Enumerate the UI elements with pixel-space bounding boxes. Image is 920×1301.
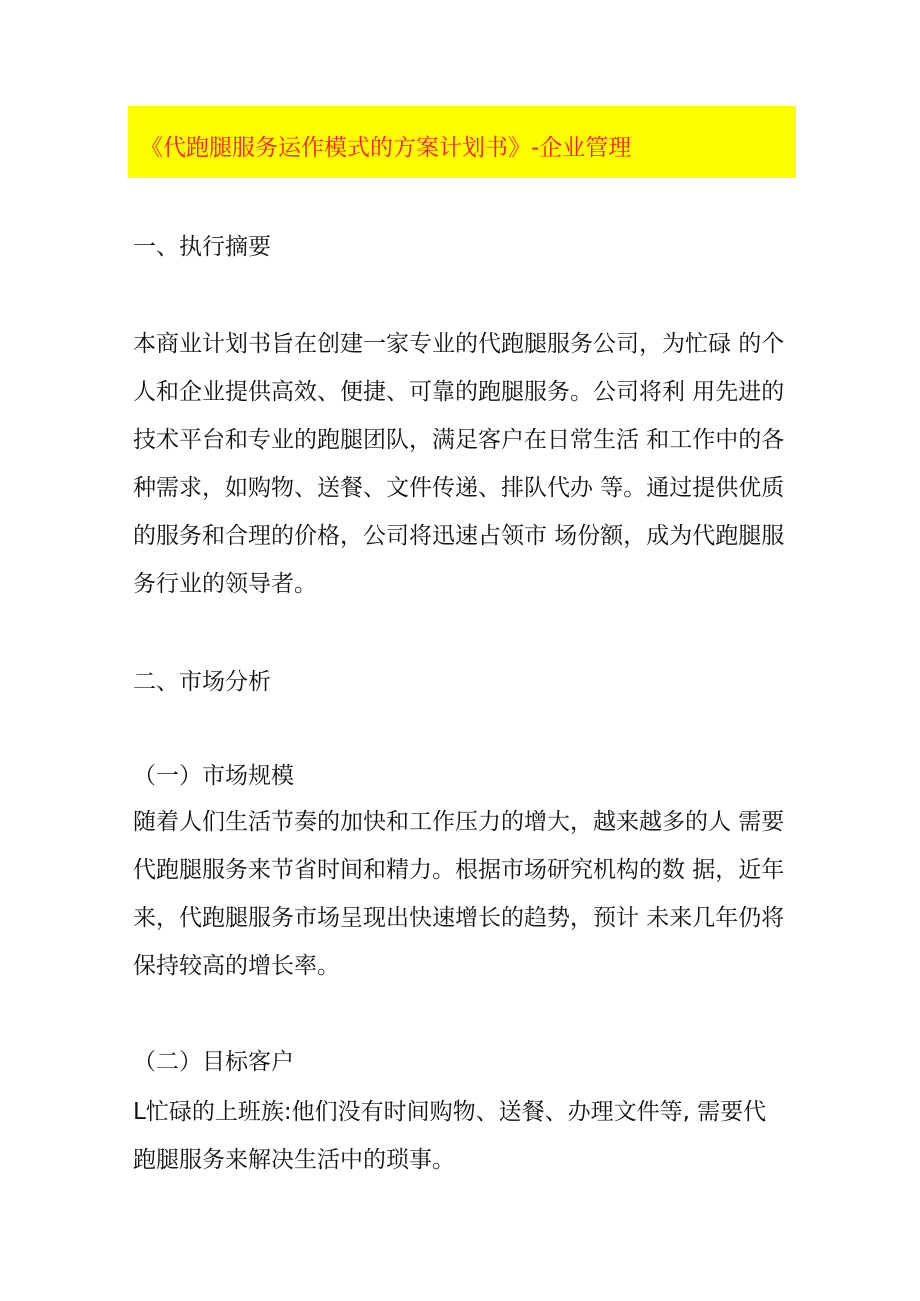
market-size-paragraph: [133, 798, 803, 990]
paragraph-line: 跑腿服务来解决生活中的琐事。: [133, 1147, 455, 1173]
subsection-heading-market-size: （一）市场规模: [133, 763, 294, 789]
paragraph-line: 随着人们生活节奏的加快和工作压力的增大，越来越多的人 需要: [133, 809, 785, 835]
target-customers-paragraph: [133, 1088, 803, 1184]
paragraph-line: 人和企业提供高效、便捷、可靠的跑腿服务。公司将利 用先进的: [133, 379, 785, 405]
paragraph-line: 代跑腿服务来节省时间和精力。根据市场研究机构的数 据，近年: [133, 857, 785, 883]
title-banner: [128, 106, 796, 178]
paragraph-line: 来，代跑腿服务市场呈现出快速增长的趋势，预计 未来几年仍将: [133, 905, 785, 931]
paragraph-line: 技术平台和专业的跑腿团队，满足客户在日常生活 和工作中的各: [133, 427, 785, 453]
paragraph-line: L忙碌的上班族:他们没有时间购物、送餐、办理文件等, 需要代: [133, 1099, 767, 1125]
subsection-heading-target-customers: （二）目标客户: [133, 1049, 294, 1075]
paragraph-line: 务行业的领导者。: [133, 571, 317, 597]
paragraph-line: 种需求，如购物、送餐、文件传递、排队代办 等。通过提供优质: [133, 475, 785, 501]
paragraph-line: 的服务和合理的价格，公司将迅速占领市 场份额，成为代跑腿服: [133, 523, 785, 549]
executive-summary-paragraph: [133, 320, 803, 608]
section-heading-market-analysis: 二、市场分析: [133, 669, 271, 695]
section-heading-executive-summary: 一、执行摘要: [133, 234, 271, 260]
paragraph-line: 保持较高的增长率。: [133, 953, 340, 979]
paragraph-line: 本商业计划书旨在创建一家专业的代跑腿服务公司，为忙碌 的个: [133, 331, 785, 357]
document-title: 《代跑腿服务运作模式的方案计划书》-企业管理: [140, 135, 632, 161]
